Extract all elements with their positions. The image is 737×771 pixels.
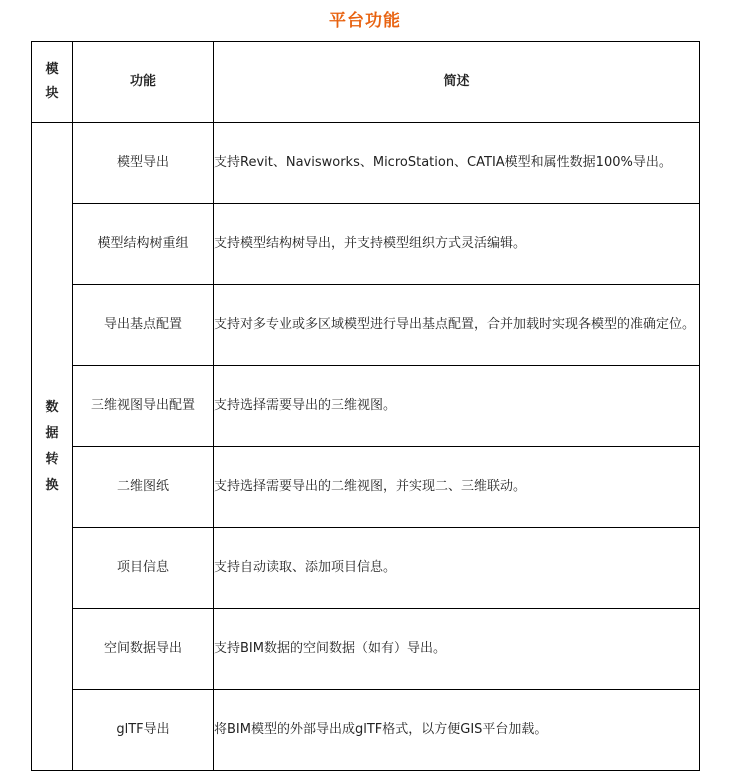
function-cell: 项目信息	[73, 528, 214, 609]
page-title: 平台功能	[329, 11, 401, 31]
function-cell: 导出基点配置	[73, 285, 214, 366]
table-row	[32, 204, 700, 285]
table-row	[32, 528, 700, 609]
function-cell: 模型结构树重组	[73, 204, 214, 285]
table-row	[32, 690, 700, 771]
header-function: 功能	[73, 42, 214, 123]
function-cell: 模型导出	[73, 123, 214, 204]
function-cell: 空间数据导出	[73, 609, 214, 690]
table-header-row	[32, 42, 700, 123]
description-cell: 支持模型结构树导出，并支持模型组织方式灵活编辑。	[214, 204, 700, 285]
function-cell: glTF导出	[73, 690, 214, 771]
table-row	[32, 123, 700, 204]
description-cell: 将BIM模型的外部导出成glTF格式，以方便GIS平台加载。	[214, 690, 700, 771]
description-cell: 支持自动读取、添加项目信息。	[214, 528, 700, 609]
description-cell: 支持选择需要导出的三维视图。	[214, 366, 700, 447]
table-row	[32, 609, 700, 690]
function-cell: 二维图纸	[73, 447, 214, 528]
function-cell: 三维视图导出配置	[73, 366, 214, 447]
module-cell: 数据转换	[32, 123, 73, 771]
description-cell: 支持BIM数据的空间数据（如有）导出。	[214, 609, 700, 690]
description-cell: 支持对多专业或多区域模型进行导出基点配置，合并加载时实现各模型的准确定位。	[214, 285, 700, 366]
table-row	[32, 285, 700, 366]
table-row	[32, 447, 700, 528]
header-description: 简述	[214, 42, 700, 123]
function-table	[31, 41, 700, 771]
table-row	[32, 366, 700, 447]
header-module: 模块	[32, 42, 73, 123]
description-cell: 支持Revit、Navisworks、MicroStation、CATIA模型和属性数据100%导出。	[214, 123, 700, 204]
description-cell: 支持选择需要导出的二维视图，并实现二、三维联动。	[214, 447, 700, 528]
